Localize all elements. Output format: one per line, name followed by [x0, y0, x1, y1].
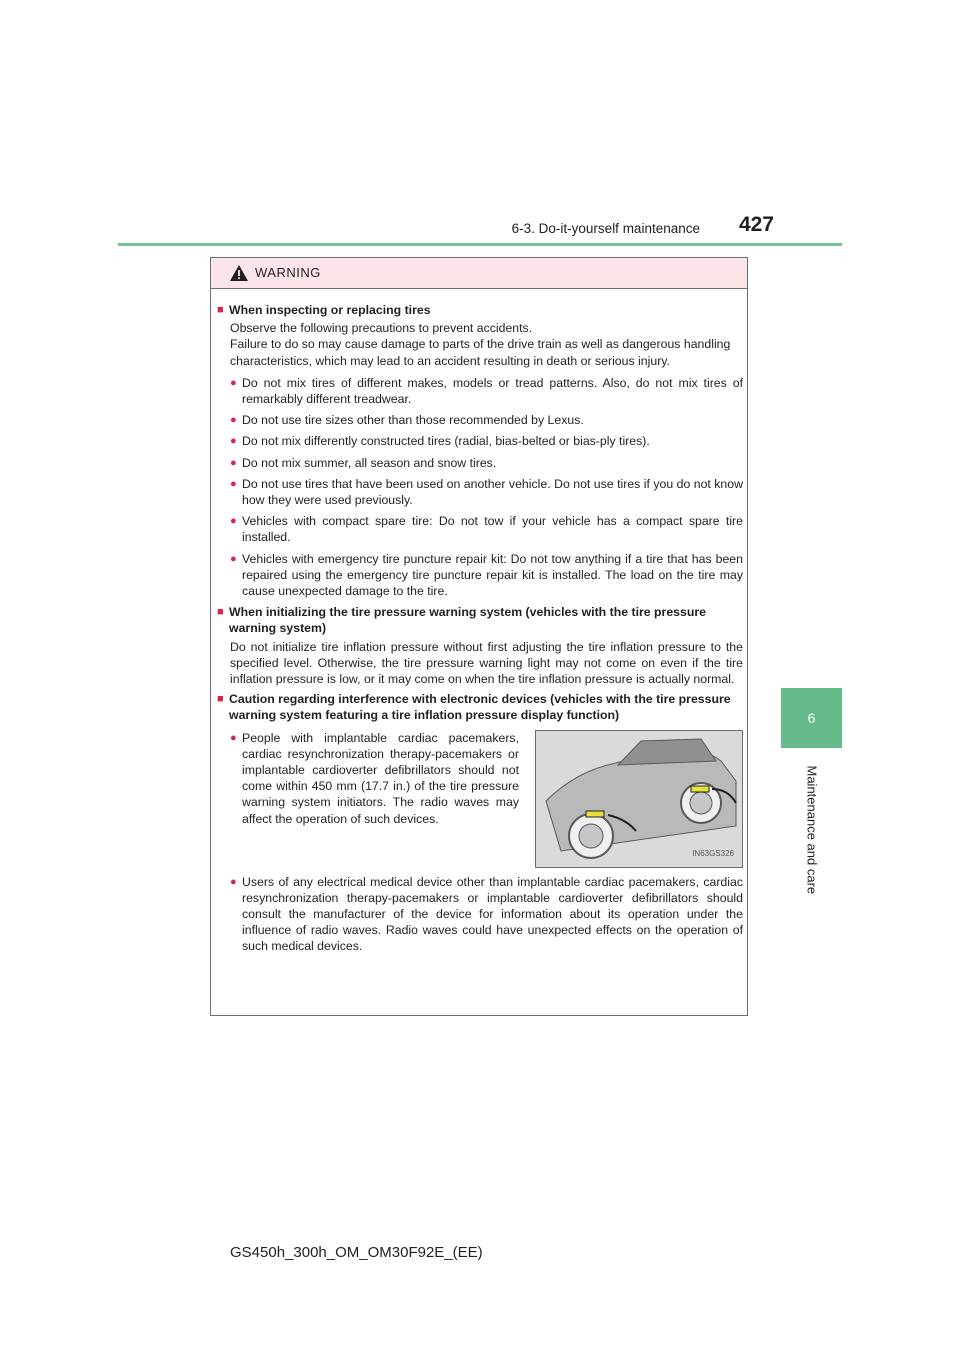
chapter-tab: 6	[781, 688, 842, 748]
section-title: 6-3. Do-it-yourself maintenance	[511, 221, 700, 236]
image-code: IN63GS326	[692, 849, 734, 859]
bullet-icon: ●	[230, 875, 237, 888]
list-item: ● People with implantable cardiac pacemakers, cardiac resynchronization therapy-pacemakers or implantable cardioverter defibrillators should not come within 450 mm (17.7 in.) of the tire pressure warning system initiators. The radio waves may affect the operation of such devices.	[217, 730, 519, 863]
list-item: ● Vehicles with compact spare tire: Do not tow if your vehicle has a compact spare tire installed.	[230, 514, 743, 545]
list-item: ● Do not mix differently constructed tires (radial, bias-belted or bias-ply tires).	[230, 434, 650, 449]
paragraph: Do not initialize tire inflation pressure without first adjusting the tire inflation pressure to the specified level. Otherwise, the tire pressure warning light may not come on even if the tire inflation pressure is low, or it may come on when the tire inflation pressure is actually normal.	[230, 639, 743, 687]
warning-triangle-icon	[229, 264, 249, 282]
bullet-icon: ●	[230, 435, 237, 448]
bullet-icon: ●	[230, 376, 237, 389]
list-item: ● Do not use tire sizes other than those recommended by Lexus.	[230, 413, 584, 428]
bullet-icon: ●	[230, 552, 237, 565]
warning-header	[211, 258, 747, 289]
list-item: ● Do not mix summer, all season and snow tires.	[230, 455, 497, 470]
warning-content	[217, 302, 743, 960]
chapter-label: Maintenance and care	[804, 765, 820, 895]
paragraph: Observe the following precautions to prevent accidents.	[230, 321, 533, 336]
section-heading: ■ When initializing the tire pressure warning system (vehicles with the tire pressure warning system)	[217, 605, 706, 636]
section-heading: ■ When inspecting or replacing tires	[217, 303, 431, 317]
bullet-icon: ●	[230, 414, 237, 427]
warning-box	[210, 257, 748, 1016]
list-item: ● Vehicles with emergency tire puncture repair kit: Do not tow anything if a tire that has been repaired using the emergency tire puncture repair kit is installed. The load on the tire may cause unexpected damage to the tire.	[230, 551, 743, 599]
footer-code: GS450h_300h_OM_OM30F92E_(EE)	[230, 1244, 483, 1261]
list-item: ● Users of any electrical medical device other than implantable cardiac pacemakers, cardiac resynchronization therapy-pacemakers or implantable cardioverter defibrillators should consult the manufacturer of the device for information about its operation under the influence of radio waves. Radio waves could have unexpected effects on the operation of such medical devices.	[230, 874, 743, 954]
page-number: 427	[738, 213, 774, 236]
paragraph: Failure to do so may cause damage to parts of the drive train as well as dangerous handling characteristics, which may lead to an accident resulting in death or serious injury.	[230, 337, 731, 368]
bullet-icon: ●	[230, 731, 237, 744]
bullet-icon: ●	[230, 515, 237, 528]
section-heading: ■ Caution regarding interference with electronic devices (vehicles with the tire pressure warning system featuring a tire inflation pressure display function)	[217, 692, 731, 723]
list-item: ● Do not mix tires of different makes, models or tread patterns. Also, do not mix tires of remarkably different treadwear.	[230, 375, 743, 407]
header-rule	[118, 243, 842, 246]
list-item: ● Do not use tires that have been used on another vehicle. Do not use tires if you do not know how they were used previously.	[230, 476, 743, 508]
bullet-icon: ●	[230, 456, 237, 469]
car-illustration	[535, 730, 743, 868]
square-bullet-icon: ■	[217, 606, 224, 619]
bullet-with-image	[217, 730, 743, 868]
bullet-icon: ●	[230, 477, 237, 490]
warning-title: WARNING	[255, 265, 321, 280]
square-bullet-icon: ■	[217, 693, 224, 706]
square-bullet-icon: ■	[217, 304, 224, 316]
